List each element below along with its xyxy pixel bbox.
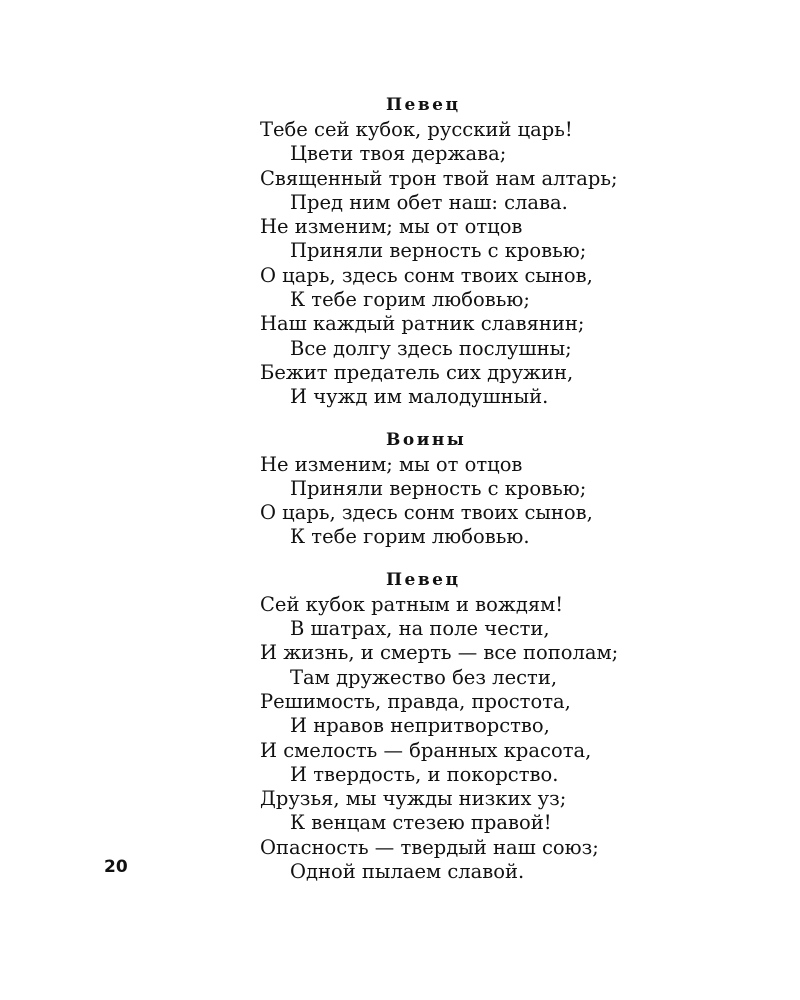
speaker-label: Певец [386,95,461,115]
stanza-singer-2 [260,567,680,885]
verse-line: К тебе горим любовью. [290,525,530,549]
verse-line: Священный трон твой нам алтарь; [260,166,618,190]
verse-line: Пред ним обет наш: слава. [290,190,568,214]
verse-line: К тебе горим любовью; [290,288,530,312]
stanza-gap [260,550,680,567]
verse-line: Наш каждый ратник славянин; [260,312,585,336]
verse-line: И смелость — бранных красота, [260,738,592,762]
verse-line: Друзья, мы чужды низких уз; [260,787,567,811]
verse-line: Тебе сей кубок, русский царь! [260,118,573,141]
verse-line: Решимость, правда, простота, [260,689,571,713]
page-number: 20 [104,857,128,877]
stanza-singer-1 [260,92,680,410]
verse-line: К венцам стезею правой! [290,811,552,835]
verse-line: Цвети твоя держава; [290,142,507,166]
stanza-gap [260,410,680,427]
verse-line: О царь, здесь сонм твоих сынов, [260,501,593,525]
verse-line: И чужд им малодушный. [290,385,549,409]
verse-line: Сей кубок ратным и вождям! [260,592,564,616]
verse-line: Опасность — твердый наш союз; [260,835,599,859]
verse-line: Одной пылаем славой. [290,860,525,884]
verse-line: И нравов непритворство, [290,714,550,738]
verse-line: В шатрах, на поле чести, [290,617,550,641]
verse-line: О царь, здесь сонм твоих сынов, [260,263,593,287]
verse-line: Там дружество без лести, [290,665,558,689]
verse-line: Не изменим; мы от отцов [260,215,523,239]
verse-line: Не изменим; мы от отцов [260,452,523,476]
verse-line: Приняли верность с кровью; [290,476,587,500]
speaker-label: Воины [386,429,467,450]
verse-line: И твердость, и покорство. [290,762,559,786]
poem [260,92,680,884]
verse-line: Все долгу здесь послушны; [290,336,572,360]
verse-line: Бежит предатель сих дружин, [260,360,574,384]
speaker-label: Певец [386,569,461,590]
stanza-warriors [260,427,680,550]
verse-line: И жизнь, и смерть — все пополам; [260,641,619,665]
verse-line: Приняли верность с кровью; [290,239,587,263]
